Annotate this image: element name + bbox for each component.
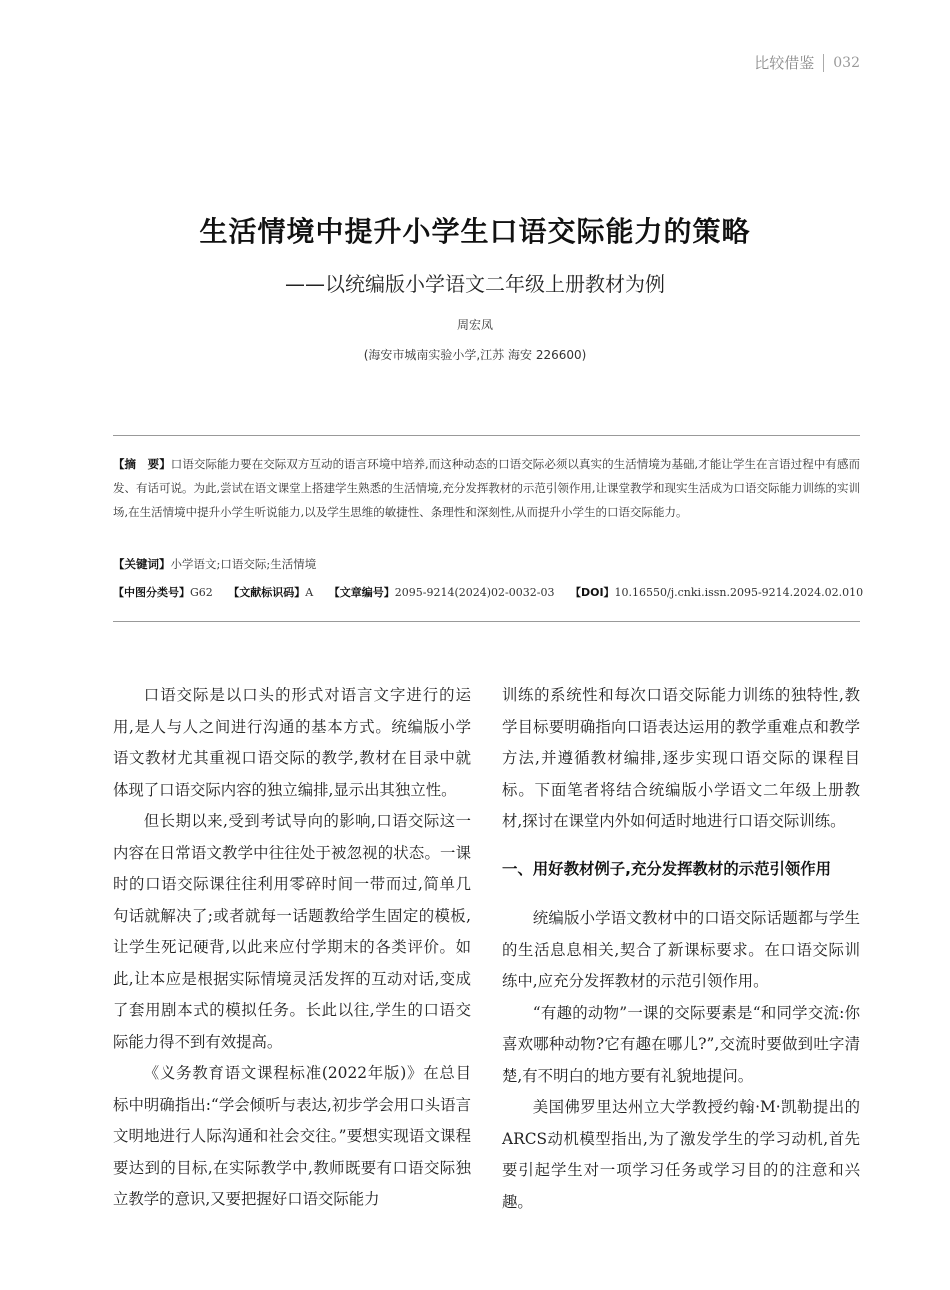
- section-heading: 一、用好教材例子,充分发挥教材的示范引领作用: [502, 859, 832, 878]
- clc-label: 【中图分类号】: [113, 586, 190, 599]
- abstract: [113, 452, 860, 524]
- body-paragraph: 统编版小学语文教材中的口语交际话题都与学生的生活息息相关,契合了新课标要求。在口语交际训练中,应充分发挥教材的示范引领作用。: [502, 909, 860, 990]
- header-divider: [823, 54, 824, 72]
- article-no-value: 2095-9214(2024)02-0032-03: [394, 586, 555, 599]
- article-title: 生活情境中提升小学生口语交际能力的策略: [199, 215, 751, 248]
- keywords-text: 小学语文;口语交际;生活情境: [170, 557, 317, 571]
- article-meta: [113, 584, 873, 600]
- article-no-label: 【文章编号】: [328, 586, 395, 599]
- doc-code-value: A: [305, 586, 314, 599]
- body-paragraph: “有趣的动物”一课的交际要素是“和同学交流:你喜欢哪种动物?它有趣在哪儿?”,交流时要做到吐字清楚,有不明白的地方要有礼貌地提问。: [502, 1003, 860, 1085]
- doc-code-label: 【文献标识码】: [228, 586, 306, 599]
- top-rule: [113, 435, 860, 436]
- bottom-rule: [113, 621, 860, 622]
- keywords: [113, 556, 860, 572]
- body-paragraph: 《义务教育语文课程标准(2022年版)》在总目标中明确指出:“学会倾听与表达,初步学会用口头语言文明地进行人际沟通和社会交往。”要想实现语文课程要达到的目标,在实际教学中,教师既要有口语交际独立教学的意识,又要把握好口语交际能力: [113, 1064, 471, 1208]
- abstract-label: 【摘 要】: [113, 457, 171, 471]
- author-name: 周宏凤: [456, 318, 493, 332]
- body-paragraph: 口语交际是以口头的形式对语言文字进行的运用,是人与人之间进行沟通的基本方式。统编版小学语文教材尤其重视口语交际的教学,教材在目录中就体现了口语交际内容的独立编排,显示出其独立性。: [113, 686, 471, 799]
- doi-value: 10.16550/j.cnki.issn.2095-9214.2024.02.010: [614, 586, 864, 599]
- continued-paragraph: 训练的系统性和每次口语交际能力训练的独特性,教学目标要明确指向口语表达运用的教学重难点和教学方法,并遵循教材编排,逐步实现口语交际的课程目标。下面笔者将结合统编版小学语文二年级上册教材,探讨在课堂内外如何适时地进行口语交际训练。: [502, 686, 860, 830]
- abstract-text: 口语交际能力要在交际双方互动的语言环境中培养,而这种动态的口语交际必须以真实的生活情境为基础,才能让学生在言语过程中有感而发、有话可说。为此,尝试在语文课堂上搭建学生熟悉的生活情境,充分发挥教材的示范引领作用,让课堂教学和现实生活成为口语交际能力训练的实训场,在生活情境中提升小学生听说能力,以及学生思维的敏捷性、条理性和深刻性,从而提升小学生的口语交际能力。: [113, 457, 861, 519]
- page-number: 032: [833, 54, 860, 71]
- body-paragraph: 但长期以来,受到考试导向的影响,口语交际这一内容在日常语文教学中往往处于被忽视的状态。一课时的口语交际课往往利用零碎时间一带而过,简单几句话就解决了;或者就每一话题教给学生固定的模板,让学生死记硬背,以此来应付学期末的各类评价。如此,让本应是根据实际情境灵活发挥的互动对话,变成了套用剧本式的模拟任务。长此以往,学生的口语交际能力得不到有效提高。: [113, 812, 471, 1051]
- clc-value: G62: [190, 586, 213, 599]
- running-header: [754, 52, 860, 73]
- left-column: [113, 680, 471, 1216]
- keywords-label: 【关键词】: [113, 557, 171, 571]
- author-affiliation: (海安市城南实验小学,江苏 海安 226600): [363, 348, 587, 362]
- section-name: 比较借鉴: [754, 54, 815, 72]
- body-paragraph: 美国佛罗里达州立大学教授约翰·M·凯勒提出的ARCS动机模型指出,为了激发学生的学习动机,首先要引起学生对一项学习任务或学习目的的注意和兴趣。: [502, 1098, 860, 1211]
- article-subtitle: ——以统编版小学语文二年级上册教材为例: [285, 272, 665, 296]
- doi-label: 【DOI】: [569, 586, 615, 599]
- right-column: [502, 680, 860, 1218]
